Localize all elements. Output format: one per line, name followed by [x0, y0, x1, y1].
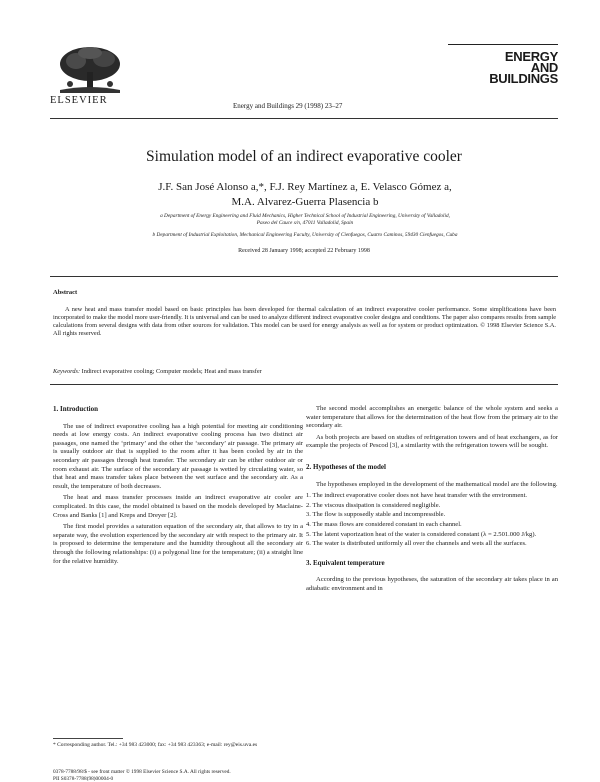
section-heading: 3. Equivalent temperature: [306, 559, 558, 568]
publisher-name: ELSEVIER: [50, 95, 130, 106]
paragraph: According to the previous hypotheses, the saturation of the secondary air takes place in an adiabatic environment and in: [306, 576, 558, 593]
hypotheses-list: [306, 492, 558, 549]
affiliation-b: [55, 232, 555, 239]
journal-logo: [448, 44, 558, 84]
paragraph: The second model accomplishes an energetic balance of the whole system and seeks a water temperature that allows for the determination of the heat flow from the primary air to the secondary air.: [306, 405, 558, 431]
left-column: [53, 405, 303, 569]
journal-logo-line: AND: [448, 62, 558, 73]
list-item: 5. The latent vaporization heat of the water is considered constant (λ = 2.501.000 J/kg).: [306, 531, 558, 540]
keywords: [53, 368, 556, 375]
affiliation-line: b Department of Industrial Exploitation, Mechanical Engineering Faculty, University of Cienfuegos, Cuatro Caminos, 59430 Cienfuegos, Cuba: [55, 232, 555, 239]
article-title: Simulation model of an indirect evaporative cooler: [50, 148, 558, 166]
list-item: 4. The mass flows are considered constant in each channel.: [306, 521, 558, 530]
paragraph: The hypotheses employed in the development of the mathematical model are the following.: [306, 481, 558, 490]
journal-logo-rule: [448, 44, 558, 45]
list-item: 2. The viscous dissipation is considered negligible.: [306, 502, 558, 511]
journal-citation: Energy and Buildings 29 (1998) 23–27: [233, 102, 342, 110]
section-heading: 1. Introduction: [53, 405, 303, 414]
paragraph: The use of indirect evaporative cooling has a high potential for meeting air conditioning needs at low energy costs. An indirect evaporative cooling process has two distinct air passages, one named the ‘primary’ and the other the ‘secondary’ air passage. The primary air is usually outdoor air that is supplied to the room after it has been cooled by air in the secondary air passages through heat transfer. The secondary air can be either outdoor air or room exhaust air. The surface of the secondary air passage is wetted by circulating water, so that heat and mass transfer takes place between the wet surface and the secondary air. As a result, the temperature of both decreases.: [53, 423, 303, 492]
author-line: J.F. San José Alonso a,*, F.J. Rey Martínez a, E. Velasco Gómez a,: [60, 180, 550, 195]
paragraph: The heat and mass transfer processes inside an indirect evaporative air cooler are complicated. In this case, the model obtained is based on the models developed by Maclaine-Cross and Banks [1] and Kreps and Dreyer [2].: [53, 494, 303, 520]
paragraph: As both projects are based on studies of refrigeration towers and of heat exchangers, as for example the projects of Pescod [3], a similarity with the refrigeration towers will be sought.: [306, 434, 558, 451]
affiliation-a: [55, 213, 555, 227]
abstract-rule-top: [50, 276, 558, 277]
list-item: 1. The indirect evaporative cooler does not have heat transfer with the environment.: [306, 492, 558, 501]
section-heading: 2. Hypotheses of the model: [306, 463, 558, 472]
footnote-rule: [53, 738, 123, 739]
abstract-text: A new heat and mass transfer model based on basic principles has been developed for thermal calculation of an indirect evaporative cooler performance. Some simplifications have been incorporated to make the model more user-friendly. It is universal and can be used to analyze different indirect evaporative cooler designs and conditions. The paper also compares results from sample calculations from several designs with data from other sources for validation. This model can be used for energy analysis as well as for system or product optimization. © 1998 Elsevier Science S.A. All rights reserved.: [53, 306, 556, 338]
abstract-rule-bottom: [50, 384, 558, 385]
journal-logo-line: ENERGY: [448, 51, 558, 62]
paragraph: The first model provides a saturation equation of the secondary air, that allows to try in a separate way, the evolution experienced by the secondary air with respect to the primary air. It is proposed to determine the temperature and the humidity throughout all the secondary air through the following relationships: (i) a polygonal line for the temperature; (ii) a straight line for the relative humidity.: [53, 523, 303, 566]
right-column: [306, 405, 558, 597]
journal-logo-line: BUILDINGS: [448, 73, 558, 84]
elsevier-logo: [50, 44, 130, 106]
header-rule: [50, 118, 558, 119]
footnote-text: * Corresponding author. Tel.: +34 983 423000; fax: +34 983 423363; e-mail: rey@eis.uva.es: [53, 742, 305, 749]
received-dates: Received 28 January 1998; accepted 22 February 1998: [50, 248, 558, 254]
author-line: M.A. Alvarez-Guerra Plasencia b: [60, 195, 550, 210]
abstract-heading: Abstract: [53, 289, 77, 296]
pii-line: PII S0378-7788(98)00004-0: [53, 776, 313, 782]
list-item: 6. The water is distributed uniformly all over the channels and wets all the surfaces.: [306, 540, 558, 549]
tree-emblem-icon: [50, 44, 130, 94]
keywords-text: Indirect evaporative cooling; Computer models; Heat and mass transfer: [80, 368, 262, 375]
affiliation-line: Paseo del Cauce s/n, 47011 Valladolid, Spain: [55, 220, 555, 227]
keywords-label: Keywords:: [53, 368, 80, 375]
list-item: 3. The flow is supposedly stable and incompressible.: [306, 511, 558, 520]
corresponding-author-footnote: [53, 738, 305, 749]
copyright-line: 0378-7788/98/$ - see front matter © 1998 Elsevier Science S.A. All rights reserved.: [53, 769, 313, 776]
author-list: [60, 180, 550, 210]
affiliation-line: a Department of Energy Engineering and Fluid Mechanics, Higher Technical School of Industrial Engineering, University of Valladolid,: [55, 213, 555, 220]
